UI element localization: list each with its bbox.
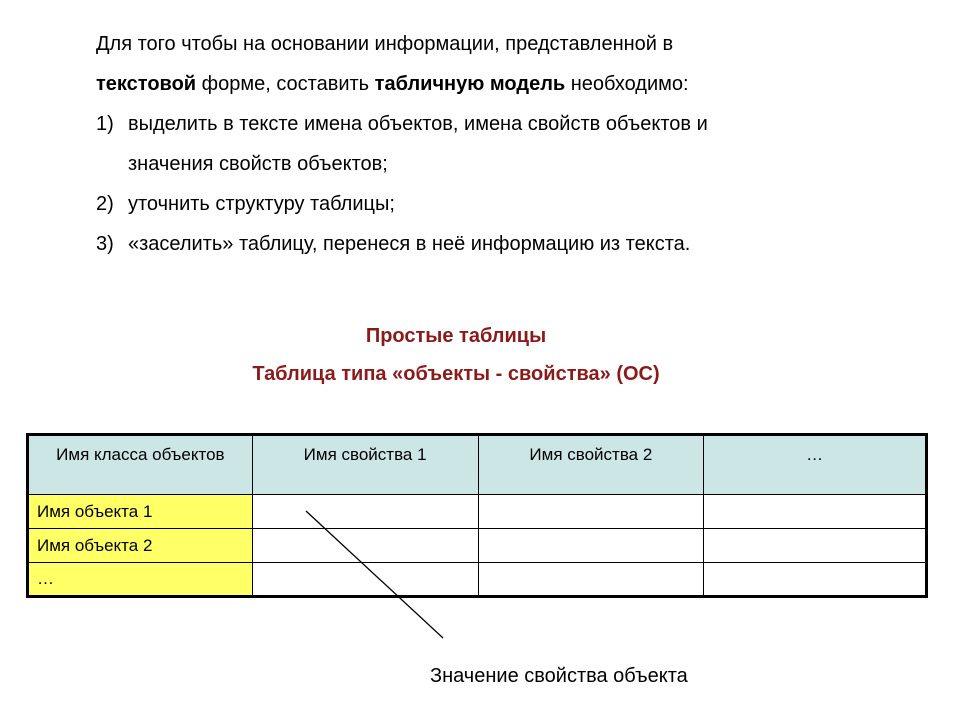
list-item-3 — [96, 224, 876, 264]
intro-line-1 — [96, 24, 876, 64]
table-cell — [704, 529, 927, 563]
bold-table-model: табличную модель — [374, 73, 566, 95]
header-property-2: Имя свойства 2 — [478, 435, 704, 495]
table-row — [28, 563, 927, 597]
header-more: … — [704, 435, 927, 495]
heading-table-type: Таблица типа «объекты - свойства» (ОС) — [252, 363, 660, 385]
intro-line-1-text: Для того чтобы на основании информации, представленной в — [96, 33, 674, 55]
intro-line-2-end: необходимо: — [565, 73, 689, 95]
table-cell — [252, 495, 478, 529]
list-number: 2) — [96, 193, 114, 215]
intro-line-2 — [96, 64, 876, 104]
heading-simple-tables: Простые таблицы — [365, 325, 547, 347]
list-item-2 — [96, 184, 876, 224]
list-number: 1) — [96, 113, 114, 135]
list-item-text: уточнить структуру таблицы; — [128, 193, 395, 215]
table-row — [28, 529, 927, 563]
list-item-1-continued — [96, 144, 876, 184]
table-cell — [252, 563, 478, 597]
table-cell — [478, 563, 704, 597]
table-cell — [252, 529, 478, 563]
list-number: 3) — [96, 233, 114, 255]
intro-text — [96, 24, 876, 264]
objects-properties-table — [26, 433, 928, 598]
table-header-row — [28, 435, 927, 495]
object-name-cell: Имя объекта 1 — [28, 495, 253, 529]
table-cell — [478, 529, 704, 563]
object-name-cell: … — [28, 563, 253, 597]
header-property-1: Имя свойства 1 — [252, 435, 478, 495]
bold-text-form: текстовой — [96, 73, 197, 95]
table-cell — [478, 495, 704, 529]
header-class-name: Имя класса объектов — [28, 435, 253, 495]
list-item-1 — [96, 104, 876, 144]
table-cell — [704, 495, 927, 529]
list-item-text: «заселить» таблицу, перенеся в неё информацию из текста. — [128, 233, 691, 255]
table-cell — [704, 563, 927, 597]
list-item-text: значения свойств объектов; — [128, 153, 388, 175]
list-item-text: выделить в тексте имена объектов, имена свойств объектов и — [128, 113, 708, 135]
intro-line-2-mid: форме, составить — [196, 73, 375, 95]
caption-property-value: Значение свойства объекта — [430, 665, 688, 687]
object-name-cell: Имя объекта 2 — [28, 529, 253, 563]
table-row — [28, 495, 927, 529]
